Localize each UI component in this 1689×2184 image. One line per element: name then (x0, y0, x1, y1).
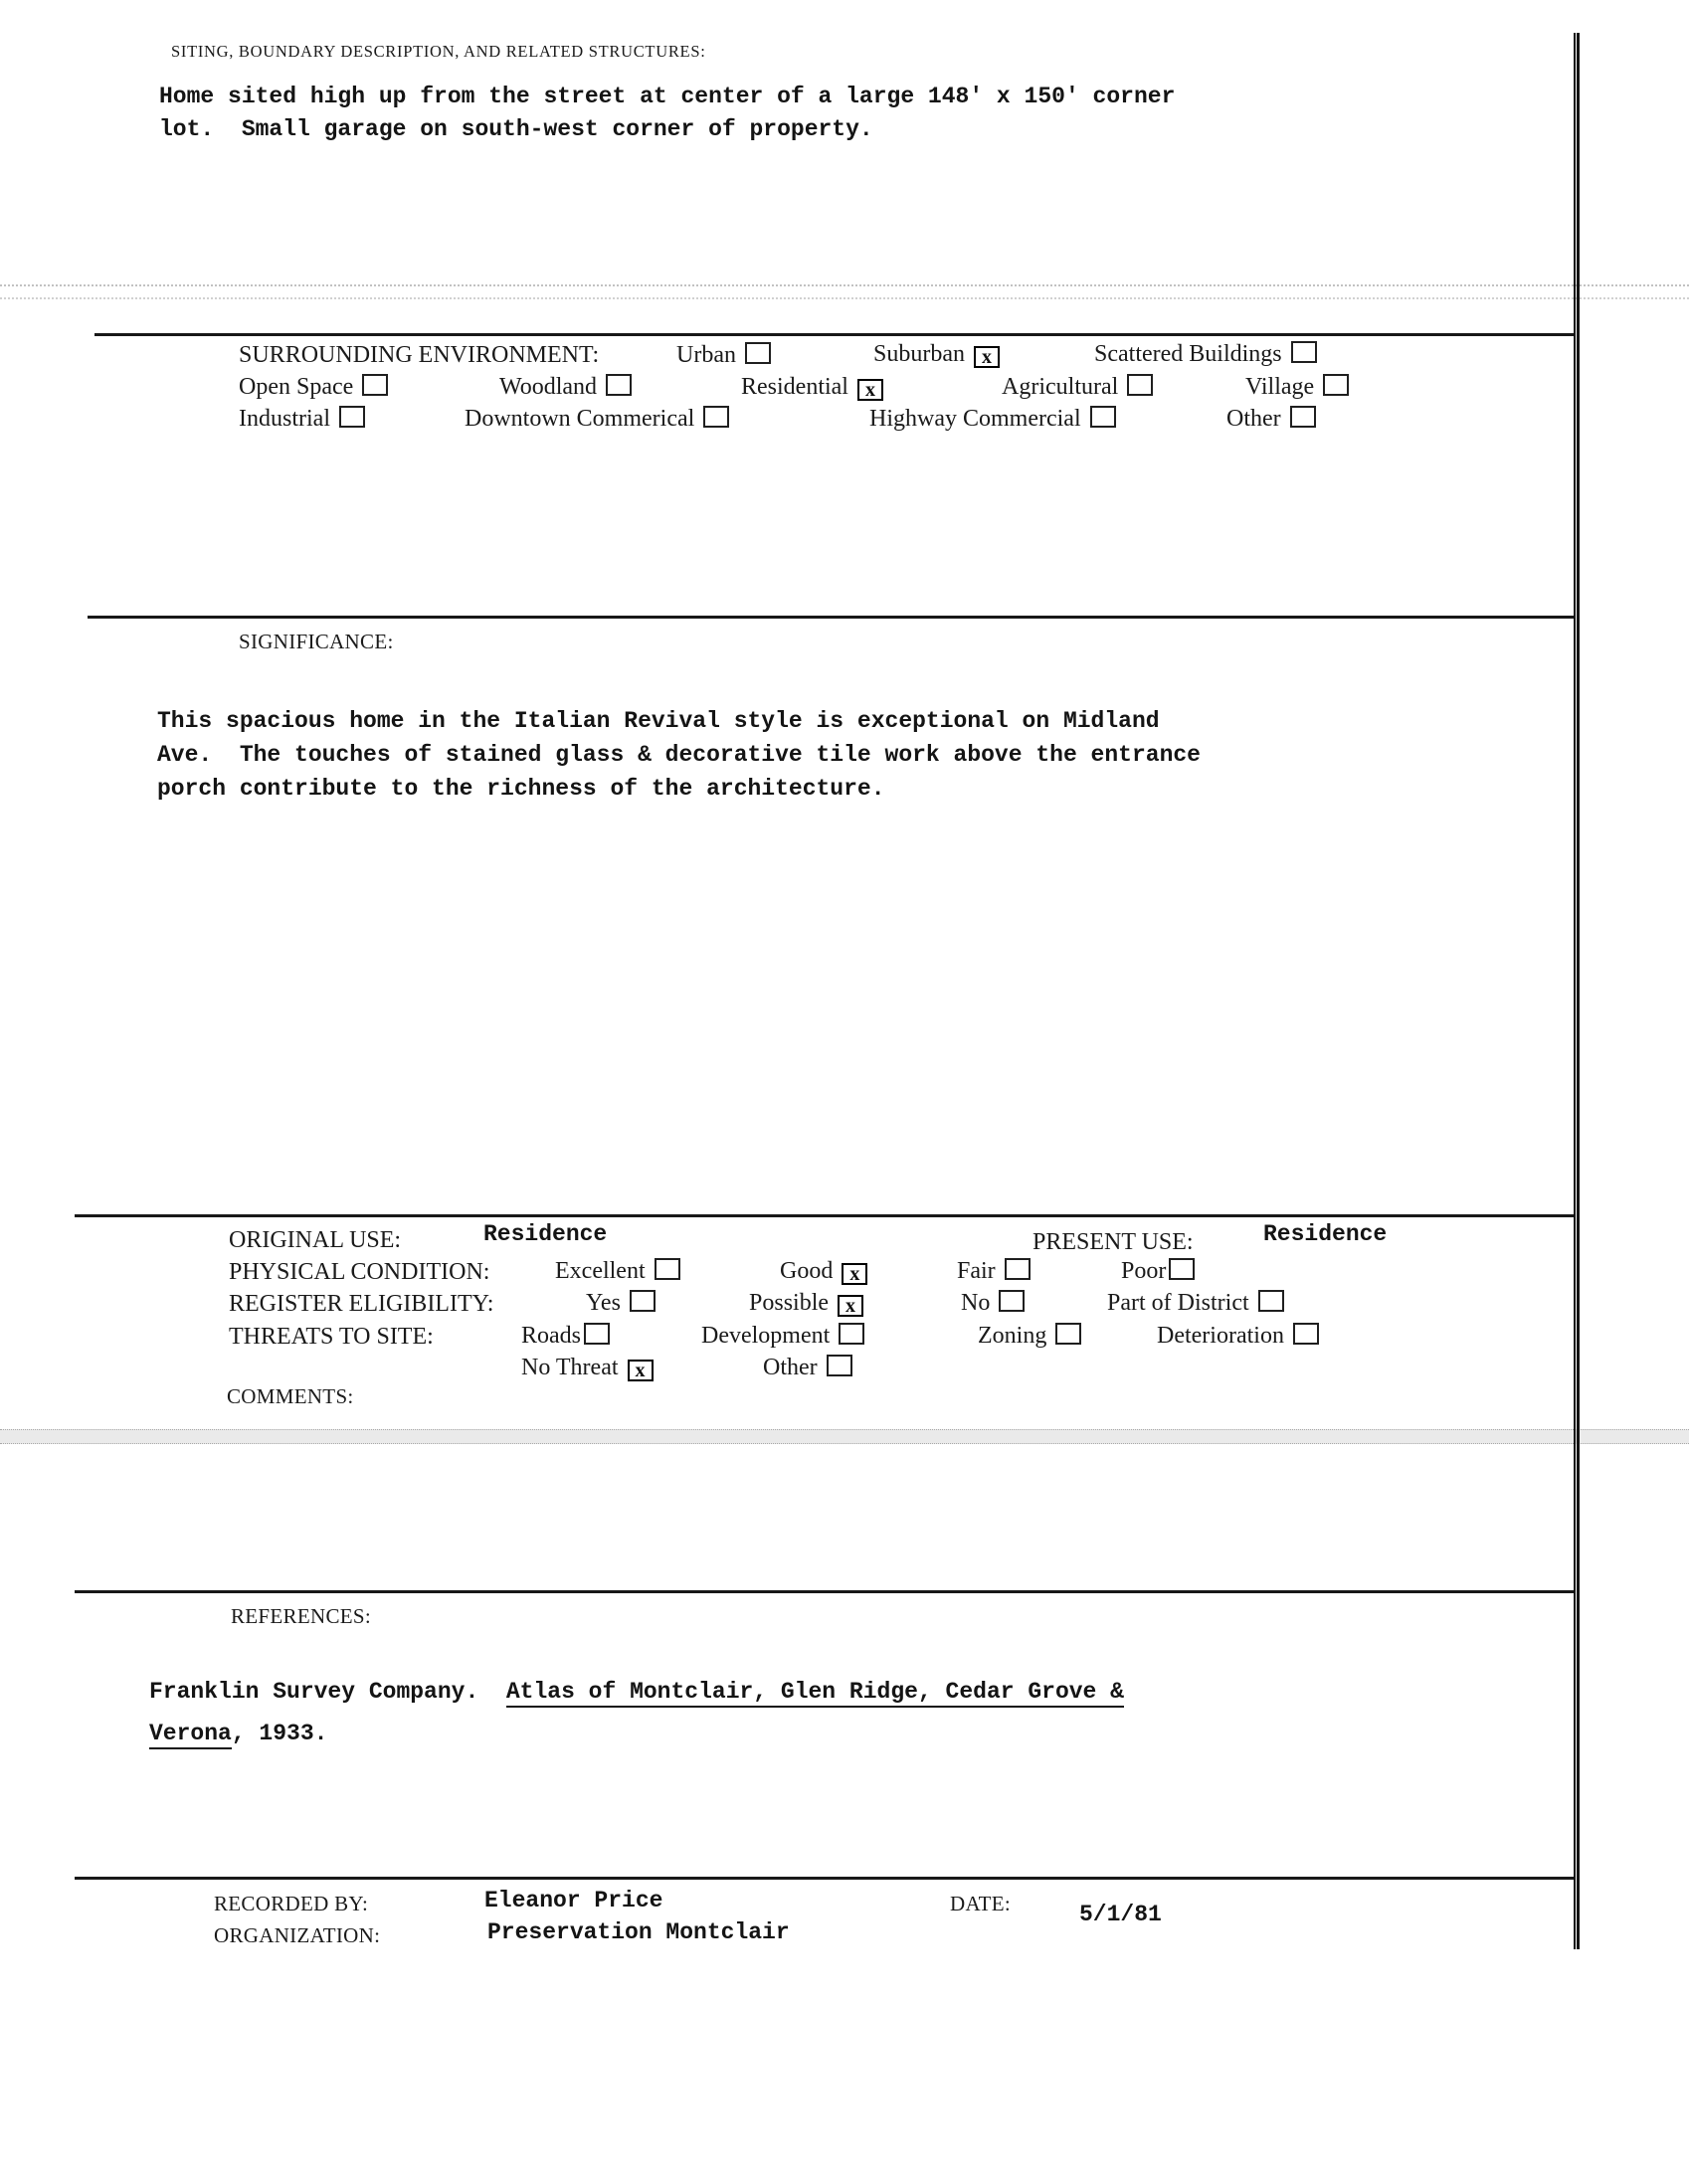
checkbox-box[interactable] (1293, 1323, 1319, 1345)
checkbox-option-environment-other[interactable] (1226, 406, 1316, 433)
checkbox-box[interactable] (584, 1323, 610, 1345)
checkbox-box[interactable] (1090, 406, 1116, 428)
checkbox-label: Excellent (555, 1258, 646, 1284)
checkbox-box[interactable] (1323, 374, 1349, 396)
checkbox-label: Good (780, 1258, 834, 1284)
checkbox-label: No Threat (521, 1355, 619, 1380)
physical-condition-label: PHYSICAL CONDITION: (229, 1259, 490, 1285)
checkbox-box[interactable]: x (974, 346, 1000, 368)
checkbox-label: Urban (676, 342, 736, 368)
checkbox-label: Development (701, 1323, 831, 1349)
checkbox-box[interactable]: x (842, 1263, 867, 1285)
reference-citation-line-2 (149, 1721, 327, 1749)
checkbox-option-highway-commercial[interactable] (869, 406, 1116, 433)
checkbox-option-fair[interactable] (957, 1258, 1031, 1285)
threats-to-site-label: THREATS TO SITE: (229, 1324, 434, 1350)
page-edge-double-rule (1574, 33, 1580, 1949)
checkbox-option-possible[interactable] (749, 1290, 863, 1317)
siting-section-heading: SITING, BOUNDARY DESCRIPTION, AND RELATED STRUCTURES: (171, 42, 706, 61)
checkbox-box[interactable] (1258, 1290, 1284, 1312)
date-label: DATE: (950, 1892, 1011, 1915)
checkbox-label: Downtown Commerical (465, 406, 695, 432)
checkbox-option-agricultural[interactable] (1002, 374, 1153, 401)
checkbox-label: Agricultural (1002, 374, 1119, 400)
checkbox-box[interactable]: x (628, 1360, 654, 1381)
checkbox-label: No (961, 1290, 991, 1316)
checkbox-box[interactable] (839, 1323, 864, 1345)
checkbox-option-no[interactable] (961, 1290, 1025, 1317)
checkbox-option-excellent[interactable] (555, 1258, 680, 1285)
checkbox-option-yes[interactable] (586, 1290, 656, 1317)
register-eligibility-label: REGISTER ELIGIBILITY: (229, 1291, 494, 1317)
checkbox-label: Other (763, 1355, 818, 1380)
reference-year: , 1933. (231, 1721, 328, 1746)
section-divider (88, 616, 1576, 619)
checkbox-box[interactable] (1169, 1258, 1195, 1280)
checkbox-option-good[interactable] (780, 1258, 867, 1285)
organization-value: Preservation Montclair (487, 1919, 790, 1945)
siting-text-line-1: Home sited high up from the street at center of a large 148' x 150' corner (159, 84, 1176, 109)
checkbox-option-no-threat[interactable] (521, 1355, 654, 1381)
checkbox-label: Deterioration (1157, 1323, 1284, 1349)
checkbox-box[interactable]: x (857, 379, 883, 401)
original-use-value: Residence (483, 1221, 608, 1247)
checkbox-option-suburban[interactable] (873, 341, 1000, 368)
checkbox-label: Village (1245, 374, 1315, 400)
checkbox-option-zoning[interactable] (978, 1323, 1081, 1350)
references-section-heading: REFERENCES: (231, 1604, 371, 1628)
checkbox-box[interactable]: x (838, 1295, 863, 1317)
checkbox-option-residential[interactable] (741, 374, 883, 401)
siting-text-line-2: lot. Small garage on south-west corner of property. (159, 116, 873, 142)
section-divider (75, 1214, 1576, 1217)
reference-title-underlined: Atlas of Montclair, Glen Ridge, Cedar Grove & (506, 1679, 1124, 1708)
checkbox-label: Poor (1121, 1258, 1167, 1284)
checkbox-box[interactable] (630, 1290, 656, 1312)
checkbox-box[interactable] (1290, 406, 1316, 428)
environment-section-heading: SURROUNDING ENVIRONMENT: (239, 342, 600, 368)
checkbox-option-development[interactable] (701, 1323, 864, 1350)
present-use-value: Residence (1263, 1221, 1388, 1247)
section-divider (75, 1877, 1576, 1880)
checkbox-option-urban[interactable] (676, 342, 771, 369)
checkbox-box[interactable] (339, 406, 365, 428)
date-value: 5/1/81 (1079, 1902, 1162, 1927)
checkbox-label: Fair (957, 1258, 996, 1284)
recorded-by-label: RECORDED BY: (214, 1892, 369, 1915)
checkbox-box[interactable] (655, 1258, 680, 1280)
significance-text-line-1: This spacious home in the Italian Revival style is exceptional on Midland (157, 708, 1160, 734)
significance-section-heading: SIGNIFICANCE: (239, 630, 394, 653)
original-use-label: ORIGINAL USE: (229, 1227, 402, 1253)
fold-dotted-line (0, 284, 1689, 286)
section-divider (75, 1590, 1576, 1593)
checkbox-label: Zoning (978, 1323, 1047, 1349)
checkbox-label: Yes (586, 1290, 621, 1316)
checkbox-box[interactable] (1127, 374, 1153, 396)
comments-label: COMMENTS: (227, 1384, 354, 1408)
reference-author: Franklin Survey Company. (149, 1679, 506, 1705)
scan-fold-band (0, 1429, 1689, 1444)
checkbox-label: Other (1226, 406, 1281, 432)
checkbox-option-poor[interactable] (1121, 1258, 1195, 1285)
checkbox-box[interactable] (703, 406, 729, 428)
checkbox-box[interactable] (362, 374, 388, 396)
checkbox-option-deterioration[interactable] (1157, 1323, 1319, 1350)
organization-label: ORGANIZATION: (214, 1923, 381, 1947)
checkbox-label: Suburban (873, 341, 965, 367)
reference-citation-line-1 (149, 1679, 1124, 1708)
recorded-by-value: Eleanor Price (484, 1888, 663, 1913)
checkbox-box[interactable] (999, 1290, 1025, 1312)
checkbox-option-part-of-district[interactable] (1107, 1290, 1284, 1317)
checkbox-label: Roads (521, 1323, 581, 1349)
checkbox-box[interactable] (745, 342, 771, 364)
checkbox-option-downtown-commercial[interactable] (465, 406, 729, 433)
checkbox-label: Industrial (239, 406, 330, 432)
checkbox-option-roads[interactable] (521, 1323, 610, 1350)
checkbox-label: Part of District (1107, 1290, 1249, 1316)
checkbox-label: Open Space (239, 374, 354, 400)
significance-text-line-2: Ave. The touches of stained glass & decorative tile work above the entrance (157, 742, 1201, 768)
checkbox-label: Possible (749, 1290, 830, 1316)
checkbox-label: Scattered Buildings (1094, 341, 1282, 367)
checkbox-box[interactable] (827, 1355, 852, 1376)
checkbox-box[interactable] (606, 374, 632, 396)
checkbox-label: Highway Commercial (869, 406, 1081, 432)
checkbox-option-scattered-buildings[interactable] (1094, 341, 1317, 368)
checkbox-box[interactable] (1005, 1258, 1031, 1280)
checkbox-label: Residential (741, 374, 848, 400)
checkbox-option-open-space[interactable] (239, 374, 388, 401)
fold-dotted-line (0, 297, 1689, 299)
checkbox-box[interactable] (1291, 341, 1317, 363)
significance-text-line-3: porch contribute to the richness of the architecture. (157, 776, 885, 802)
reference-title-underlined: Verona (149, 1721, 232, 1749)
checkbox-option-threat-other[interactable] (763, 1355, 852, 1381)
checkbox-label: Woodland (499, 374, 598, 400)
checkbox-option-industrial[interactable] (239, 406, 365, 433)
section-divider (94, 333, 1576, 336)
checkbox-option-village[interactable] (1245, 374, 1349, 401)
checkbox-option-woodland[interactable] (499, 374, 632, 401)
present-use-label: PRESENT USE: (1032, 1229, 1194, 1255)
checkbox-box[interactable] (1055, 1323, 1081, 1345)
